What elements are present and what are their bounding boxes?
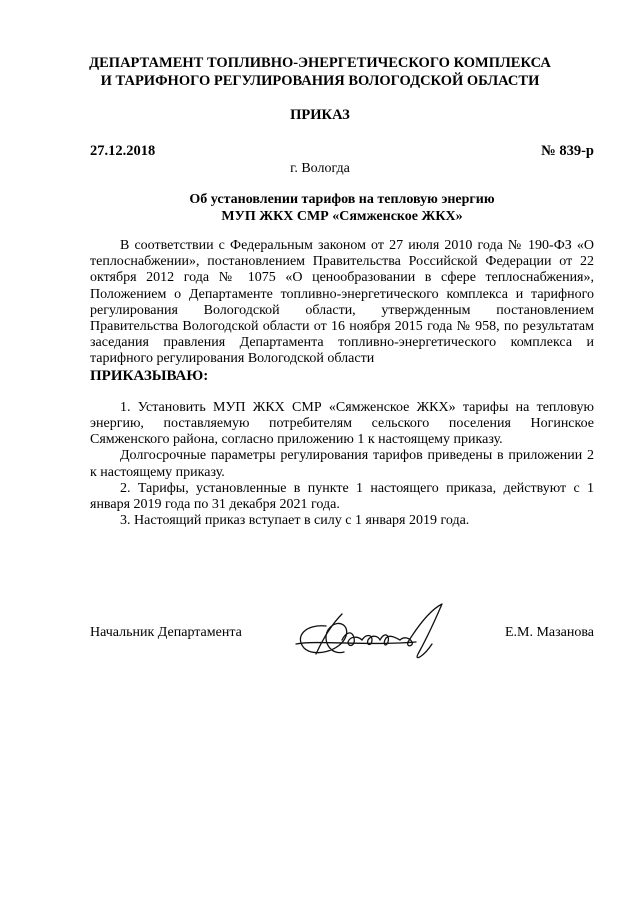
item-1-note-paragraph: Долгосрочные параметры регулирования тарифов приведены в приложении 2 к настоящему приказу. [90, 448, 594, 480]
signatory-position: Начальник Департамента [90, 625, 242, 640]
order-number: № 839-р [541, 143, 594, 159]
signatory-name: Е.М. Мазанова [504, 625, 594, 640]
subject-line1: Об установлении тарифов на тепловую энергию [189, 192, 495, 207]
order-date: 27.12.2018 [90, 143, 156, 159]
subject-line2: МУП ЖКХ СМР «Сямженское ЖКХ» [221, 209, 463, 224]
signature-block [90, 625, 594, 645]
item-2-paragraph: 2. Тарифы, установленные в пункте 1 настоящего приказа, действуют с 1 января 2019 года по 31 декабря 2021 года. [90, 480, 594, 513]
order-subject [90, 191, 594, 225]
department-title-line1: ДЕПАРТАМЕНТ ТОПЛИВНО-ЭНЕРГЕТИЧЕСКОГО КОМПЛЕКСА [89, 55, 551, 71]
document-type: ПРИКАЗ [290, 107, 350, 123]
department-title [60, 54, 580, 90]
order-body [90, 238, 594, 529]
order-call: ПРИКАЗЫВАЮ: [90, 367, 209, 384]
preamble-paragraph: В соответствии с Федеральным законом от 27 июля 2010 года № 190-ФЗ «О теплоснабжении», постановлением Правительства Российской Федерации от 22 октября 2012 года № 1075 «О ценообразовании в сфере теплоснабжения», Положением о Департаменте топливно-энергетического комплекса и тарифного регулирования Вологодской области, утвержденным постановлением Правительства Вологодской области от 16 ноября 2015 года № 958, по результатам заседания правления Департамента топливно-энергетического комплекса и тарифного регулирования Вологодской области [90, 238, 594, 367]
department-title-line2: И ТАРИФНОГО РЕГУЛИРОВАНИЯ ВОЛОГОДСКОЙ ОБЛАСТИ [100, 73, 540, 89]
item-1-paragraph: 1. Установить МУП ЖКХ СМР «Сямженское ЖКХ» тарифы на тепловую энергию, поставляемую потребителям сельского поселения Ногинское Сямженского района, согласно приложению 1 к настоящему приказу. [90, 399, 594, 448]
item-3-paragraph: 3. Настоящий приказ вступает в силу с 1 января 2019 года. [120, 513, 470, 529]
city: г. Вологда [290, 161, 350, 176]
